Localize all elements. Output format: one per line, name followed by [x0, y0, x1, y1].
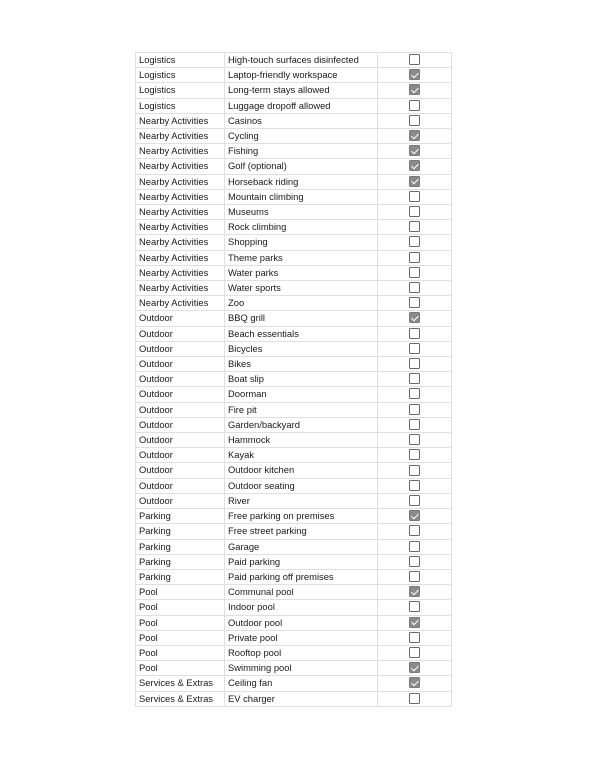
- table-row: [136, 448, 452, 463]
- table-row: [136, 296, 452, 311]
- category-cell: Outdoor: [136, 311, 225, 326]
- category-cell: Nearby Activities: [136, 144, 225, 159]
- category-cell: Nearby Activities: [136, 235, 225, 250]
- unchecked-checkbox[interactable]: [409, 480, 420, 491]
- category-cell: Outdoor: [136, 448, 225, 463]
- amenity-cell: Fishing: [225, 144, 378, 159]
- checked-checkbox[interactable]: [409, 84, 420, 95]
- category-cell: Outdoor: [136, 402, 225, 417]
- checkbox-cell: [378, 630, 452, 645]
- checked-checkbox[interactable]: [409, 586, 420, 597]
- amenity-cell: Swimming pool: [225, 661, 378, 676]
- table-row: [136, 220, 452, 235]
- checked-checkbox[interactable]: [409, 160, 420, 171]
- checked-checkbox[interactable]: [409, 617, 420, 628]
- table-row: [136, 83, 452, 98]
- checked-checkbox[interactable]: [409, 510, 420, 521]
- checkbox-cell: [378, 478, 452, 493]
- amenity-cell: Mountain climbing: [225, 189, 378, 204]
- checkbox-cell: [378, 493, 452, 508]
- checkbox-cell: [378, 554, 452, 569]
- table-row: [136, 615, 452, 630]
- unchecked-checkbox[interactable]: [409, 571, 420, 582]
- checkbox-cell: [378, 372, 452, 387]
- category-cell: Parking: [136, 539, 225, 554]
- unchecked-checkbox[interactable]: [409, 100, 420, 111]
- amenity-cell: Ceiling fan: [225, 676, 378, 691]
- category-cell: Nearby Activities: [136, 159, 225, 174]
- amenity-cell: Bikes: [225, 357, 378, 372]
- checkbox-cell: [378, 189, 452, 204]
- amenity-cell: Garden/backyard: [225, 417, 378, 432]
- category-cell: Logistics: [136, 68, 225, 83]
- checkbox-cell: [378, 417, 452, 432]
- unchecked-checkbox[interactable]: [409, 343, 420, 354]
- unchecked-checkbox[interactable]: [409, 388, 420, 399]
- checkbox-cell: [378, 129, 452, 144]
- amenities-table: [135, 52, 452, 707]
- unchecked-checkbox[interactable]: [409, 525, 420, 536]
- checkbox-cell: [378, 250, 452, 265]
- amenity-cell: Paid parking: [225, 554, 378, 569]
- table-row: [136, 478, 452, 493]
- checked-checkbox[interactable]: [409, 677, 420, 688]
- unchecked-checkbox[interactable]: [409, 221, 420, 232]
- amenity-cell: Zoo: [225, 296, 378, 311]
- amenity-cell: BBQ grill: [225, 311, 378, 326]
- category-cell: Outdoor: [136, 463, 225, 478]
- table-row: [136, 159, 452, 174]
- unchecked-checkbox[interactable]: [409, 297, 420, 308]
- amenity-cell: Museums: [225, 205, 378, 220]
- table-row: [136, 357, 452, 372]
- unchecked-checkbox[interactable]: [409, 419, 420, 430]
- checkbox-cell: [378, 144, 452, 159]
- amenity-cell: Shopping: [225, 235, 378, 250]
- table-row: [136, 341, 452, 356]
- checkbox-cell: [378, 569, 452, 584]
- amenity-cell: Doorman: [225, 387, 378, 402]
- category-cell: Pool: [136, 630, 225, 645]
- table-row: [136, 433, 452, 448]
- category-cell: Nearby Activities: [136, 281, 225, 296]
- category-cell: Outdoor: [136, 326, 225, 341]
- table-row: [136, 113, 452, 128]
- amenity-cell: Communal pool: [225, 585, 378, 600]
- unchecked-checkbox[interactable]: [409, 693, 420, 704]
- amenity-cell: EV charger: [225, 691, 378, 706]
- checked-checkbox[interactable]: [409, 312, 420, 323]
- amenity-cell: Outdoor seating: [225, 478, 378, 493]
- amenity-cell: Beach essentials: [225, 326, 378, 341]
- checked-checkbox[interactable]: [409, 145, 420, 156]
- amenity-cell: Free street parking: [225, 524, 378, 539]
- table-row: [136, 630, 452, 645]
- checkbox-cell: [378, 220, 452, 235]
- checkbox-cell: [378, 98, 452, 113]
- table-row: [136, 250, 452, 265]
- category-cell: Parking: [136, 569, 225, 584]
- category-cell: Outdoor: [136, 357, 225, 372]
- table-row: [136, 539, 452, 554]
- category-cell: Outdoor: [136, 493, 225, 508]
- category-cell: Outdoor: [136, 341, 225, 356]
- category-cell: Nearby Activities: [136, 189, 225, 204]
- checkbox-cell: [378, 600, 452, 615]
- category-cell: Outdoor: [136, 433, 225, 448]
- table-row: [136, 53, 452, 68]
- category-cell: Pool: [136, 645, 225, 660]
- unchecked-checkbox[interactable]: [409, 328, 420, 339]
- amenity-cell: Theme parks: [225, 250, 378, 265]
- amenity-cell: Bicycles: [225, 341, 378, 356]
- table-row: [136, 524, 452, 539]
- category-cell: Nearby Activities: [136, 265, 225, 280]
- checkbox-cell: [378, 661, 452, 676]
- unchecked-checkbox[interactable]: [409, 358, 420, 369]
- category-cell: Nearby Activities: [136, 113, 225, 128]
- table-row: [136, 174, 452, 189]
- table-row: [136, 189, 452, 204]
- unchecked-checkbox[interactable]: [409, 236, 420, 247]
- checkbox-cell: [378, 448, 452, 463]
- checkbox-cell: [378, 676, 452, 691]
- amenity-cell: Horseback riding: [225, 174, 378, 189]
- amenity-cell: Paid parking off premises: [225, 569, 378, 584]
- category-cell: Outdoor: [136, 372, 225, 387]
- category-cell: Pool: [136, 661, 225, 676]
- table-row: [136, 676, 452, 691]
- amenity-cell: Water parks: [225, 265, 378, 280]
- table-row: [136, 493, 452, 508]
- table-row: [136, 387, 452, 402]
- checkbox-cell: [378, 341, 452, 356]
- table-row: [136, 661, 452, 676]
- unchecked-checkbox[interactable]: [409, 373, 420, 384]
- unchecked-checkbox[interactable]: [409, 449, 420, 460]
- checked-checkbox[interactable]: [409, 662, 420, 673]
- checkbox-cell: [378, 281, 452, 296]
- table-row: [136, 600, 452, 615]
- amenity-cell: Kayak: [225, 448, 378, 463]
- table-row: [136, 645, 452, 660]
- table-row: [136, 402, 452, 417]
- checked-checkbox[interactable]: [409, 69, 420, 80]
- category-cell: Outdoor: [136, 387, 225, 402]
- checkbox-cell: [378, 296, 452, 311]
- category-cell: Nearby Activities: [136, 129, 225, 144]
- checkbox-cell: [378, 53, 452, 68]
- checkbox-cell: [378, 524, 452, 539]
- amenity-cell: River: [225, 493, 378, 508]
- category-cell: Nearby Activities: [136, 296, 225, 311]
- amenity-cell: Long-term stays allowed: [225, 83, 378, 98]
- unchecked-checkbox[interactable]: [409, 115, 420, 126]
- table-row: [136, 68, 452, 83]
- category-cell: Pool: [136, 585, 225, 600]
- category-cell: Outdoor: [136, 417, 225, 432]
- table-row: [136, 98, 452, 113]
- unchecked-checkbox[interactable]: [409, 632, 420, 643]
- category-cell: Nearby Activities: [136, 220, 225, 235]
- checkbox-cell: [378, 326, 452, 341]
- category-cell: Logistics: [136, 98, 225, 113]
- amenity-cell: Casinos: [225, 113, 378, 128]
- category-cell: Parking: [136, 554, 225, 569]
- amenity-cell: Indoor pool: [225, 600, 378, 615]
- checked-checkbox[interactable]: [409, 176, 420, 187]
- table-row: [136, 463, 452, 478]
- amenity-cell: Boat slip: [225, 372, 378, 387]
- unchecked-checkbox[interactable]: [409, 465, 420, 476]
- table-row: [136, 281, 452, 296]
- unchecked-checkbox[interactable]: [409, 404, 420, 415]
- unchecked-checkbox[interactable]: [409, 647, 420, 658]
- amenity-cell: Outdoor pool: [225, 615, 378, 630]
- table-row: [136, 569, 452, 584]
- category-cell: Pool: [136, 615, 225, 630]
- category-cell: Services & Extras: [136, 676, 225, 691]
- amenity-cell: Laptop-friendly workspace: [225, 68, 378, 83]
- unchecked-checkbox[interactable]: [409, 252, 420, 263]
- category-cell: Outdoor: [136, 478, 225, 493]
- amenity-cell: Garage: [225, 539, 378, 554]
- category-cell: Logistics: [136, 53, 225, 68]
- amenity-cell: High-touch surfaces disinfected: [225, 53, 378, 68]
- table-row: [136, 235, 452, 250]
- unchecked-checkbox[interactable]: [409, 191, 420, 202]
- checkbox-cell: [378, 235, 452, 250]
- checkbox-cell: [378, 615, 452, 630]
- table-row: [136, 372, 452, 387]
- table-row: [136, 554, 452, 569]
- checkbox-cell: [378, 645, 452, 660]
- unchecked-checkbox[interactable]: [409, 206, 420, 217]
- amenity-cell: Rock climbing: [225, 220, 378, 235]
- table-row: [136, 326, 452, 341]
- category-cell: Nearby Activities: [136, 250, 225, 265]
- checkbox-cell: [378, 357, 452, 372]
- amenity-cell: Golf (optional): [225, 159, 378, 174]
- checkbox-cell: [378, 691, 452, 706]
- checkbox-cell: [378, 402, 452, 417]
- unchecked-checkbox[interactable]: [409, 282, 420, 293]
- category-cell: Parking: [136, 524, 225, 539]
- unchecked-checkbox[interactable]: [409, 601, 420, 612]
- checkbox-cell: [378, 585, 452, 600]
- checkbox-cell: [378, 509, 452, 524]
- amenities-table-body: [136, 53, 452, 707]
- checkbox-cell: [378, 539, 452, 554]
- checkbox-cell: [378, 463, 452, 478]
- checkbox-cell: [378, 83, 452, 98]
- category-cell: Nearby Activities: [136, 174, 225, 189]
- category-cell: Parking: [136, 509, 225, 524]
- checkbox-cell: [378, 265, 452, 280]
- checkbox-cell: [378, 113, 452, 128]
- table-row: [136, 144, 452, 159]
- amenity-cell: Rooftop pool: [225, 645, 378, 660]
- amenity-cell: Private pool: [225, 630, 378, 645]
- category-cell: Nearby Activities: [136, 205, 225, 220]
- category-cell: Pool: [136, 600, 225, 615]
- checked-checkbox[interactable]: [409, 130, 420, 141]
- checkbox-cell: [378, 433, 452, 448]
- table-row: [136, 129, 452, 144]
- unchecked-checkbox[interactable]: [409, 267, 420, 278]
- checkbox-cell: [378, 311, 452, 326]
- unchecked-checkbox[interactable]: [409, 541, 420, 552]
- table-row: [136, 691, 452, 706]
- table-row: [136, 311, 452, 326]
- table-row: [136, 509, 452, 524]
- checkbox-cell: [378, 159, 452, 174]
- checkbox-cell: [378, 68, 452, 83]
- category-cell: Services & Extras: [136, 691, 225, 706]
- unchecked-checkbox[interactable]: [409, 54, 420, 65]
- amenity-cell: Fire pit: [225, 402, 378, 417]
- amenity-cell: Outdoor kitchen: [225, 463, 378, 478]
- table-row: [136, 417, 452, 432]
- checkbox-cell: [378, 387, 452, 402]
- amenity-cell: Luggage dropoff allowed: [225, 98, 378, 113]
- category-cell: Logistics: [136, 83, 225, 98]
- amenity-cell: Cycling: [225, 129, 378, 144]
- table-row: [136, 585, 452, 600]
- checkbox-cell: [378, 205, 452, 220]
- table-row: [136, 265, 452, 280]
- unchecked-checkbox[interactable]: [409, 495, 420, 506]
- amenity-cell: Free parking on premises: [225, 509, 378, 524]
- unchecked-checkbox[interactable]: [409, 556, 420, 567]
- table-row: [136, 205, 452, 220]
- amenity-cell: Hammock: [225, 433, 378, 448]
- unchecked-checkbox[interactable]: [409, 434, 420, 445]
- amenity-cell: Water sports: [225, 281, 378, 296]
- checkbox-cell: [378, 174, 452, 189]
